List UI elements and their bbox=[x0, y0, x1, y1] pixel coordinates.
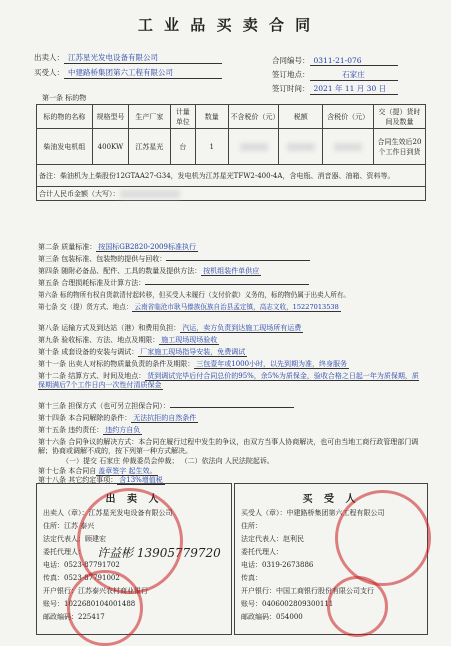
goods-table bbox=[36, 104, 426, 201]
seller-signature-box: 出 卖 人 出卖人（章）：江苏星光发电设备有限公司 住所：江苏 泰兴 法定代表人：顾建宏 委托代理人： 电话：0523-87791702 传真：0523-87791002 开户银行：江苏泰兴农村商业银行 账号：1022680104001488 邮政编码：225417 许益彬 13905779720 bbox=[36, 483, 232, 635]
clause-2: 第二条 质量标准： 按国标GB2820-2009标准执行 bbox=[38, 243, 196, 251]
buyer-company-seal bbox=[335, 490, 431, 586]
clause-5: 第五条 合理损耗标准及计算方法： bbox=[38, 279, 309, 288]
handwritten-signature: 许益彬 13905779720 bbox=[97, 546, 221, 560]
redacted-total bbox=[334, 143, 362, 151]
redacted-price bbox=[240, 143, 268, 151]
clause-16: 第十六条 合同争议的解决方式：本合同在履行过程中发生的争议，由双方当事人协商解决，也可由当地工商行政管理部门调解；协商或调解不成的，按下列第一种方式解决。 bbox=[38, 438, 419, 455]
clause1-title: 第一条 标的物 bbox=[42, 94, 87, 102]
buyer-name: 中建路桥集团第六工程有限公司 bbox=[64, 67, 222, 79]
clause-16-options: （一）提交 石家庄 仲裁委员会仲裁； （二）依法向 人民法院起诉。 bbox=[62, 457, 274, 465]
buyer-line: 买受人： 中建路桥集团第六工程有限公司 bbox=[34, 67, 222, 79]
seller-box-title: 出 卖 人 bbox=[105, 494, 163, 505]
seller-contract-seal bbox=[67, 570, 143, 646]
contract-no: 0311-21-076 bbox=[310, 56, 398, 66]
clause-9: 第九条 验收标准、方法、地点及期限： 施工现场现场验收 bbox=[38, 336, 218, 344]
seller-name: 江苏星光发电设备有限公司 bbox=[64, 52, 222, 64]
clause-7: 第七条 交（提）货方式、地点： 云南省临沧市耿马傣族佤族自治县孟定镇，高志文收，15227013538 bbox=[38, 303, 339, 311]
clause-17: 第十七条 本合同自 盖章签字 起生效。 bbox=[38, 467, 157, 475]
clause-12: 第十二条 结算方式、时间及地点： 货到调试完毕后付合同总价的95%，余5%为质保金，验收合格之日起一年为质保期，质保期满后7个工作日内一次性付清质保金 bbox=[38, 372, 419, 389]
clause-11: 第十一条 出卖人对标的物质量负责的条件及期限： 三包壹年或1000小时，以先到期为准，终身服务 bbox=[38, 360, 348, 368]
redacted-tax bbox=[287, 143, 315, 151]
seller-line: 出卖人： 江苏星光发电设备有限公司 bbox=[34, 52, 222, 64]
buyer-box-title: 买 受 人 bbox=[302, 494, 360, 505]
table-header-row: 标的物的名称 规格型号 生产厂家 计量单位 数量 不含税价（元） 税额 含税价（元） 交（提）货时间及数量 bbox=[37, 105, 426, 129]
sign-place: 石家庄 bbox=[310, 69, 398, 81]
clause-8: 第八条 运输方式及到达站（港）和费用负担： 汽运，卖方负责到达施工现场所有运费 bbox=[38, 324, 302, 332]
buyer-contract-seal bbox=[327, 576, 388, 637]
clause-10: 第十条 成套设备的安装与调试： 厂家施工现场指导安装，免费调试 bbox=[38, 348, 246, 356]
table-note-row: 备注：柴油机为上柴股份12GTAA27-G34，发电机为江苏星光TFW2-400-4A，含电瓶、消音器、油箱、资料等。 bbox=[37, 165, 426, 187]
clause-14: 第十四条 本合同解除的条件： 无法抗拒的自然条件 bbox=[38, 414, 197, 422]
table-total-row: 合计人民币金额（大写）： bbox=[37, 187, 426, 201]
clause-18: 第十八条 其它约定事项： 含13%增值税 bbox=[38, 476, 163, 484]
clause-6: 第六条 标的物所有权自货款清付起转移，但买受人未履行（支付价款）义务的，标的物仍属于出卖人所有。 bbox=[38, 291, 351, 299]
contract-no-line: 合同编号： 0311-21-076 bbox=[272, 55, 398, 66]
clause-4: 第四条 随附必备品、配件、工具的数量及提供方法： 按机组装件单供应 bbox=[38, 267, 260, 275]
clause-13: 第十三条 担保方式（也可另立担保合同）： bbox=[38, 402, 294, 411]
table-row: 柴油发电机组 400KW 江苏星光 台 1 合同生效后20个工作日到货 bbox=[37, 129, 426, 165]
redacted-amount bbox=[120, 190, 180, 198]
sign-date: 2021 年 11 月 30 日 bbox=[310, 83, 398, 95]
sign-place-line: 签订地点： 石家庄 bbox=[272, 69, 398, 81]
contract-title: 工 业 品 买 卖 合 同 bbox=[137, 16, 314, 34]
clause-15: 第十五条 违约责任： 违约方自负 bbox=[38, 426, 141, 434]
sign-date-line: 签订时间： 2021 年 11 月 30 日 bbox=[272, 83, 398, 95]
buyer-signature-box: 买 受 人 买受人（章）：中建路桥集团第六工程有限公司 住所： 法定代表人：赵利民 委托代理人： 电话：0319-2673886 传真： 开户银行：中国工商银行股份有限公司支行 账号：0406002809300111 邮政编码：054000 bbox=[234, 483, 428, 635]
clause-3: 第三条 包装标准、包装物的提供与回收： bbox=[38, 255, 310, 264]
